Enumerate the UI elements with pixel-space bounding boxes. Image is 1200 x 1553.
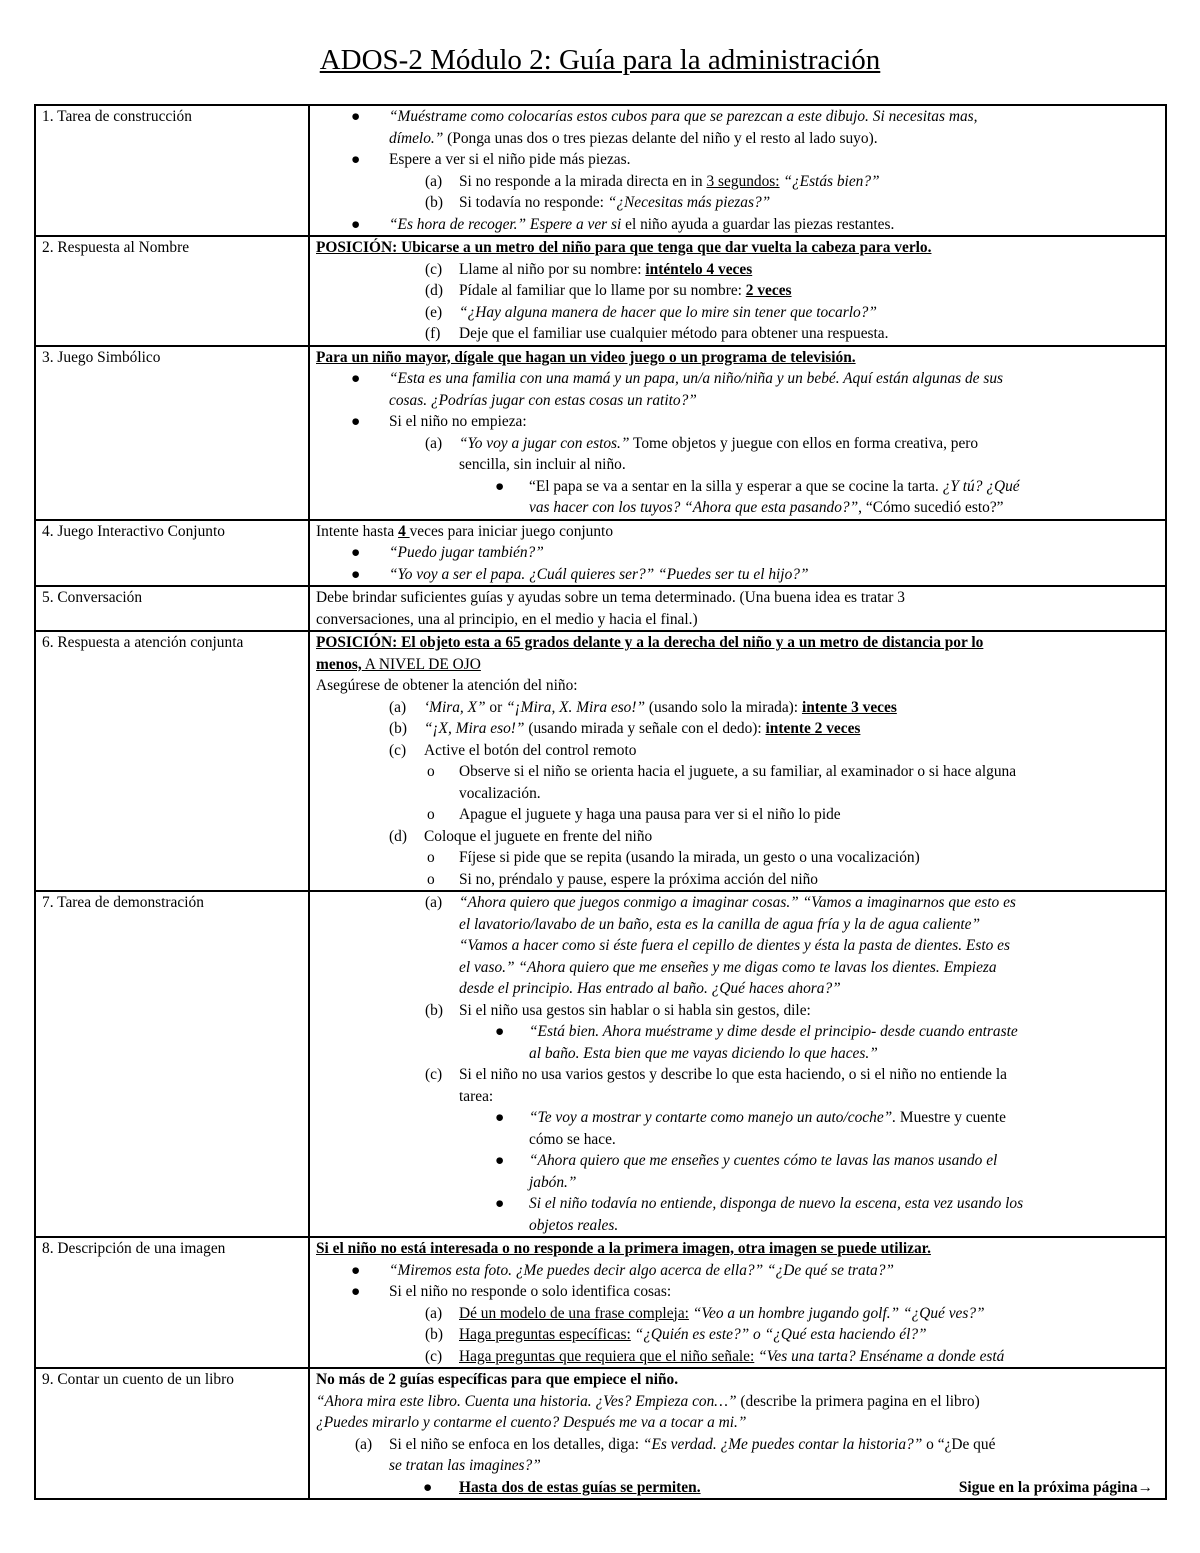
- arrow-right-icon: →: [1137, 1478, 1153, 1496]
- row-content: [309, 236, 1166, 346]
- row-content: [309, 1237, 1166, 1368]
- table-row: [35, 236, 1166, 346]
- bullet-icon: ●: [351, 215, 361, 233]
- circle-bullet-icon: o: [427, 763, 435, 780]
- list-item: (d) Pídale al familiar que lo llame por su nombre: 2 veces: [425, 282, 792, 299]
- table-row: [35, 346, 1166, 520]
- list-item-cont: jabón.”: [529, 1173, 577, 1191]
- list-item-cont: cómo se hace.: [529, 1130, 616, 1148]
- list-item: ● “El papa se va a sentar en la silla y esperar a que se cocine la tarta. ¿Y tú? ¿Qué: [316, 476, 1159, 498]
- list-item: ● “Esta es una familia con una mamá y un papa, un/a niño/niña y un bebé. Aquí están algunas de sus: [316, 368, 1159, 390]
- list-item: ● Espere a ver si el niño pide más piezas.: [316, 149, 1159, 171]
- table-row: [35, 891, 1166, 1237]
- list-item: (f) Deje que el familiar use cualquier método para obtener una respuesta.: [425, 325, 889, 342]
- list-item-cont: se tratan las imagines?”: [389, 1457, 541, 1474]
- bullet-icon: ●: [495, 1023, 505, 1040]
- list-item-cont: vas hacer con los tuyos? “Ahora que esta pasando?”, “Cómo sucedió esto?”: [529, 499, 1004, 516]
- bullet-icon: ●: [351, 1283, 361, 1300]
- row-content: [309, 1368, 1166, 1499]
- section-heading: Para un niño mayor, dígale que hagan un video juego o un programa de televisión.: [316, 348, 856, 366]
- list-item-cont: desde el principio. Has entrado al baño. ¿Qué haces ahora?”: [459, 980, 841, 997]
- row-label: 5. Conversación: [35, 586, 309, 631]
- circle-bullet-icon: o: [427, 870, 435, 888]
- list-item-cont: dímelo.” (Ponga unas dos o tres piezas delante del niño y el resto al lado suyo).: [389, 129, 878, 147]
- list-item: o Fíjese si pide que se repita (usando la mirada, un gesto o una vocalización): [316, 847, 1159, 869]
- position-note: POSICIÓN: Ubicarse a un metro del niño para que tenga que dar vuelta la cabeza para verlo.: [316, 239, 932, 256]
- bullet-icon: ●: [351, 544, 361, 561]
- row-label: 1. Tarea de construcción: [35, 105, 309, 236]
- list-item: (c) Active el botón del control remoto: [389, 741, 637, 759]
- list-item-cont: sencilla, sin incluir al niño.: [459, 456, 626, 473]
- text-line: Debe brindar suficientes guías y ayudas sobre un tema determinado. (Una buena idea es tratar 3: [316, 589, 905, 606]
- list-item: (a) Si no responde a la mirada directa en in 3 segundos: “¿Estás bien?”: [425, 172, 880, 190]
- circle-bullet-icon: o: [427, 849, 435, 866]
- list-item: ● “Yo voy a ser el papa. ¿Cuál quieres ser?” “Puedes ser tu el hijo?”: [316, 564, 1159, 586]
- list-item: (c) Llame al niño por su nombre: inténtelo 4 veces: [425, 260, 753, 278]
- list-item: ● “Miremos esta foto. ¿Me puedes decir algo acerca de ella?” “¿De qué se trata?”: [316, 1260, 1159, 1282]
- list-item-cont: tarea:: [459, 1087, 494, 1105]
- list-item: (d) Coloque el juguete en frente del niño: [389, 827, 653, 845]
- bullet-icon: ●: [351, 108, 361, 125]
- list-item: ● Si el niño no empieza:: [316, 411, 1159, 433]
- administration-table: [34, 104, 1167, 1500]
- row-content: [309, 346, 1166, 520]
- text-line: Asegúrese de obtener la atención del niño:: [316, 677, 578, 694]
- row-label: 7. Tarea de demonstración: [35, 891, 309, 1237]
- table-row: [35, 520, 1166, 587]
- bullet-icon: ●: [495, 1195, 505, 1212]
- bullet-icon: ●: [351, 1261, 361, 1279]
- bullet-icon: ●: [351, 413, 361, 430]
- list-item-cont: el vaso.” “Ahora quiero que me enseñes y me digas como te lavas los dientes. Empieza: [459, 958, 997, 976]
- text-line: ¿Puedes mirarlo y contarme el cuento? Después me va a tocar a mi.”: [316, 1414, 747, 1431]
- bullet-icon: ●: [351, 151, 361, 168]
- list-item-cont: cosas. ¿Podrías jugar con estas cosas un ratito?”: [389, 391, 697, 409]
- circle-bullet-icon: o: [427, 806, 435, 823]
- list-item: ● “Te voy a mostrar y contarte como manejo un auto/coche”. Muestre y cuente: [316, 1107, 1159, 1129]
- list-item: (e) “¿Hay alguna manera de hacer que lo mire sin tener que tocarlo?”: [425, 303, 877, 321]
- bullet-icon: ●: [351, 370, 361, 387]
- list-item: o Observe si el niño se orienta hacia el juguete, a su familiar, al examinador o si hace alguna: [316, 761, 1159, 783]
- row-label: 6. Respuesta a atención conjunta: [35, 631, 309, 891]
- list-item: (b) Si todavía no responde: “¿Necesitas más piezas?”: [425, 194, 771, 211]
- list-item: ● “Muéstrame como colocarías estos cubos para que se parezcan a este dibujo. Si necesitas mas,: [316, 106, 1159, 128]
- list-item-cont: vocalización.: [459, 784, 541, 802]
- list-item-cont: objetos reales.: [529, 1216, 619, 1234]
- section-heading: Si el niño no está interesada o no responde a la primera imagen, otra imagen se puede utilizar.: [316, 1240, 931, 1257]
- list-item-cont: “Vamos a hacer como si éste fuera el cepillo de dientes y ésta la pasta de dientes. Esto es: [459, 937, 1010, 954]
- bullet-icon: ●: [495, 1152, 505, 1169]
- row-content: [309, 105, 1166, 236]
- intro-line: Intente hasta 4 veces para iniciar juego conjunto: [316, 522, 614, 540]
- list-item: ● “Puedo jugar también?”: [316, 542, 1159, 564]
- list-item: ● “Está bien. Ahora muéstrame y dime desde el principio- desde cuando entraste: [316, 1021, 1159, 1043]
- list-item: (b) Haga preguntas específicas: “¿Quién es este?” o “¿Qué esta haciendo él?”: [425, 1326, 927, 1343]
- list-item: (b) Si el niño usa gestos sin hablar o si habla sin gestos, dile:: [425, 1001, 811, 1019]
- table-row: [35, 1368, 1166, 1499]
- list-item: (a) Dé un modelo de una frase compleja: “Veo a un hombre jugando golf.” “¿Qué ves?”: [425, 1304, 985, 1322]
- table-row: [35, 1237, 1166, 1368]
- table-row: [35, 105, 1166, 236]
- list-item: ● “Ahora quiero que me enseñes y cuentes cómo te lavas las manos usando el: [316, 1150, 1159, 1172]
- list-item: (a) Si el niño se enfoca en los detalles, diga: “Es verdad. ¿Me puedes contar la historia?” o “¿De qué: [355, 1435, 996, 1453]
- bullet-icon: ●: [495, 1109, 505, 1126]
- list-item: o Apague el juguete y haga una pausa para ver si el niño lo pide: [316, 804, 1159, 826]
- row-label: 9. Contar un cuento de un libro: [35, 1368, 309, 1499]
- row-content: [309, 520, 1166, 587]
- bullet-icon: ●: [423, 1478, 433, 1496]
- position-note: POSICIÓN: El objeto esta a 65 grados delante y a la derecha del niño y a un metro de distancia por lo: [316, 634, 984, 651]
- list-item: ● Si el niño no responde o solo identifica cosas:: [316, 1281, 1159, 1303]
- row-content: [309, 586, 1166, 631]
- text-line: conversaciones, una al principio, en el medio y hacia el final.): [316, 610, 698, 628]
- list-item: (c) Si el niño no usa varios gestos y describe lo que esta haciendo, o si el niño no entiende la: [425, 1066, 1007, 1083]
- position-note-cont: menos, A NIVEL DE OJO: [316, 655, 481, 673]
- row-content: [309, 631, 1166, 891]
- row-label: 3. Juego Simbólico: [35, 346, 309, 520]
- text-line: “Ahora mira este libro. Cuenta una historia. ¿Ves? Empieza con…” (describe la primera pagina en el libro): [316, 1392, 980, 1410]
- list-item: ● “Es hora de recoger.” Espere a ver si el niño ayuda a guardar las piezas restantes.: [316, 214, 1159, 236]
- bullet-icon: ●: [495, 477, 505, 495]
- list-item: (a) ‘Mira, X” or “¡Mira, X. Mira eso!” (usando solo la mirada): intente 3 veces: [389, 698, 897, 716]
- list-item: (a) “Yo voy a jugar con estos.” Tome objetos y juegue con ellos en forma creativa, pero: [425, 434, 979, 452]
- continue-note: Sigue en la próxima página→: [958, 1478, 1153, 1496]
- page-title: ADOS-2 Módulo 2: Guía para la administración: [319, 44, 881, 76]
- list-item: (a) “Ahora quiero que juegos conmigo a imaginar cosas.” “Vamos a imaginarnos que esto es: [425, 894, 1016, 911]
- list-item: o Si no, préndalo y pause, espere la próxima acción del niño: [316, 869, 1159, 891]
- table-row: [35, 586, 1166, 631]
- list-item: (b) “¡X, Mira eso!” (usando mirada y señale con el dedo): intente 2 veces: [389, 720, 861, 737]
- section-heading: No más de 2 guías específicas para que empiece el niño.: [316, 1371, 679, 1388]
- list-item-cont: al baño. Esta bien que me vayas diciendo lo que haces.”: [529, 1044, 878, 1062]
- bullet-icon: ●: [351, 565, 361, 583]
- list-item: ● Hasta dos de estas guías se permiten. Sigue en la próxima página→: [316, 1477, 1159, 1499]
- row-content: [309, 891, 1166, 1237]
- row-label: 2. Respuesta al Nombre: [35, 236, 309, 346]
- list-item-cont: el lavatorio/lavabo de un baño, esta es la canilla de agua fría y la de agua caliente”: [459, 915, 981, 933]
- list-item: (c) Haga preguntas que requiera que el niño señale: “Ves una tarta? Enséname a donde está: [425, 1347, 1005, 1365]
- row-label: 4. Juego Interactivo Conjunto: [35, 520, 309, 587]
- table-row: [35, 631, 1166, 891]
- list-item: ● Si el niño todavía no entiende, disponga de nuevo la escena, esta vez usando los: [316, 1193, 1159, 1215]
- row-label: 8. Descripción de una imagen: [35, 1237, 309, 1368]
